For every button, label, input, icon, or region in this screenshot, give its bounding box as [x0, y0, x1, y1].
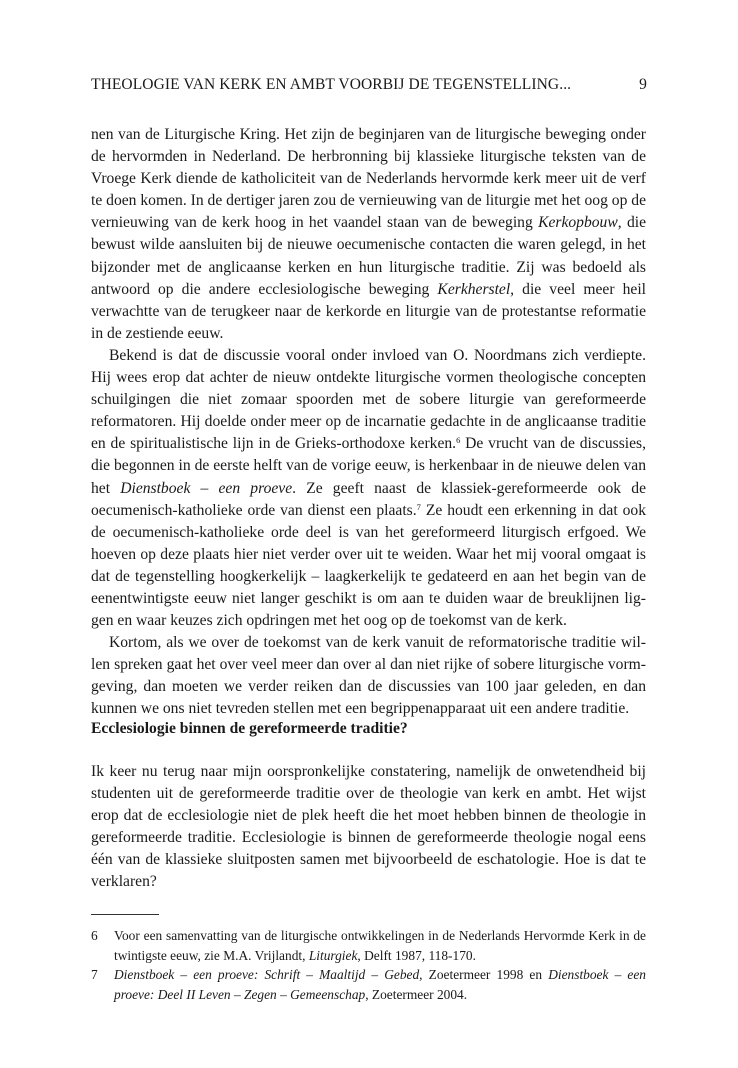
main-text [91, 124, 646, 721]
running-header [91, 76, 647, 100]
running-title: THEOLOGIE VAN KERK EN AMBT VOORBIJ DE TEGENSTELLING... [91, 76, 572, 93]
footnote-7-text-1: , Zoetermeer 1998 en [419, 967, 549, 982]
paragraph-1-text-2: , die bewust wilde aansluiten bij de nieuwe oecumenische contacten die waren gelegd, in het bijzonder met de anglicaanse kerken en hun liturgische traditie. Zij was bedoeld als antwoord op die andere ecclesiologische beweging [91, 214, 646, 298]
footnotes [91, 926, 646, 1004]
page-number: 9 [639, 76, 647, 93]
footnote-text [114, 965, 646, 1004]
footnote-6 [91, 926, 646, 965]
paragraph-1-text-3: die veel meer heil verwachtte van de terugkeer naar de kerkorde en liturgie van de protestantse reformatie in de zestiende eeuw. [91, 280, 646, 342]
footnote-number: 7 [91, 967, 98, 982]
footnote-7-text-2: , Zoetermeer 2004. [365, 986, 468, 1002]
section-body [91, 761, 646, 894]
footnote-7-italic-2: Dienstboek – een proeve: Deel II Leven – Zegen – Gemeenschap [114, 967, 646, 1002]
paragraph-3: Kortom, als we over de toekomst van de kerk vanuit de reformatorische traditie willen spreken gaat het over veel meer dan over al dan niet rijke of sobere liturgische vormgeving, dan moeten we verder reiken dan de discussies van 100 jaar geleden, en dan kunnen we ons niet tevreden stellen met een begrippenapparaat uit een andere traditie. [91, 634, 646, 718]
paragraph-2 [91, 345, 646, 632]
paragraph-1-text-1: nen van de Liturgische Kring. Het zijn de beginjaren van de liturgische beweging onder de hervormden in Nederland. De herbronning bij klassieke liturgische teksten van de Vroege Kerk diende de katholiciteit van de Nederlands hervormde kerk meer uit de verf te doen komen. In de dertiger jaren zou de vernieuwing van de liturgie met het oog op de vernieuwing van de kerk hoog in het vaandel staan van de beweging [91, 126, 646, 232]
paragraph-4: Ik keer nu terug naar mijn oorspronkelijke constatering, namelijk de onwetendheid bij studenten uit de gereformeerde traditie over de theologie van kerk en ambt. Het wijst erop dat de ecclesiologie niet de plek heeft die het moet hebben binnen de theologie in gereformeerde traditie. Ecclesiologie is binnen de gereformeerde theologie nogal eens één van de klassieke sluitposten samen met bijvoorbeeld de eschatologie. Hoe is dat te verklaren? [91, 763, 646, 891]
footnote-7 [91, 965, 646, 1004]
footnote-6-italic-1: Liturgiek [308, 947, 358, 963]
footnote-ref-6[interactable]: 6 [456, 435, 461, 446]
paragraph-1-italic-2: Kerkherstel, [437, 280, 515, 298]
footnote-6-text-2: , Delft 1987, 118-170. [357, 947, 476, 963]
paragraph-2-italic-1: Dienstboek – een proeve [120, 479, 293, 497]
paragraph-2-text-2: De vrucht van de discussies, die begonnen in de eerste helft van de vorige eeuw, is herkenbaar in de nieuwe delen van het [91, 435, 646, 497]
footnote-7-italic-1: Dienstboek – een proeve: Schrift – Maaltijd – Gebed [114, 967, 420, 982]
paragraph-1 [91, 124, 646, 345]
footnote-number: 6 [91, 928, 98, 943]
footnote-text [114, 926, 646, 965]
footnote-divider [91, 914, 159, 915]
paragraph-1-italic-1: Kerkopbouw [538, 214, 618, 232]
footnote-ref-7[interactable]: 7 [416, 501, 421, 512]
paragraph-2-text-1: Bekend is dat de discussie vooral onder invloed van O. Noordmans zich verdiepte. Hij wees erop dat achter de nieuw ontdekte liturgische vormen theologische concepten schuilgingen die niet zomaar spoorden met de sobere liturgie van gereformeerde reformatoren. Hij doelde onder meer op de incarnatie gedachte in de anglicaanse traditie en de spiritualistische lijn in de Grieks-orthodoxe kerken. [91, 346, 646, 453]
section-heading: Ecclesiologie binnen de gereformeerde traditie? [91, 720, 408, 737]
footnote-6-text-1: Voor een samenvatting van de liturgische ontwikkelingen in de Nederlands Hervormde Kerk in de twintigste eeuw, zie M.A. Vrijlandt, [114, 928, 646, 963]
paragraph-2-text-4: Ze houdt een erkenning in dat ook de oecumenisch-katholieke orde deel is van het gereformeerd liturgisch erfgoed. We hoeven op deze plaats hier niet verder over uit te weiden. Waar het mij vooral omgaat is dat de tegenstelling hoogkerkelijk – laagkerkelijk te gedateerd en aan het begin van de eenentwintigste eeuw niet langer geschikt is om aan te duiden waar de breuklijnen liggen en waar keuzes zich opdringen met het oog op de toekomst van de kerk. [91, 501, 646, 630]
paragraph-2-text-3: . Ze geeft naast de klassiek-gereformeerde ook de oecumenisch-katholieke orde van dienst een plaats. [91, 479, 646, 519]
